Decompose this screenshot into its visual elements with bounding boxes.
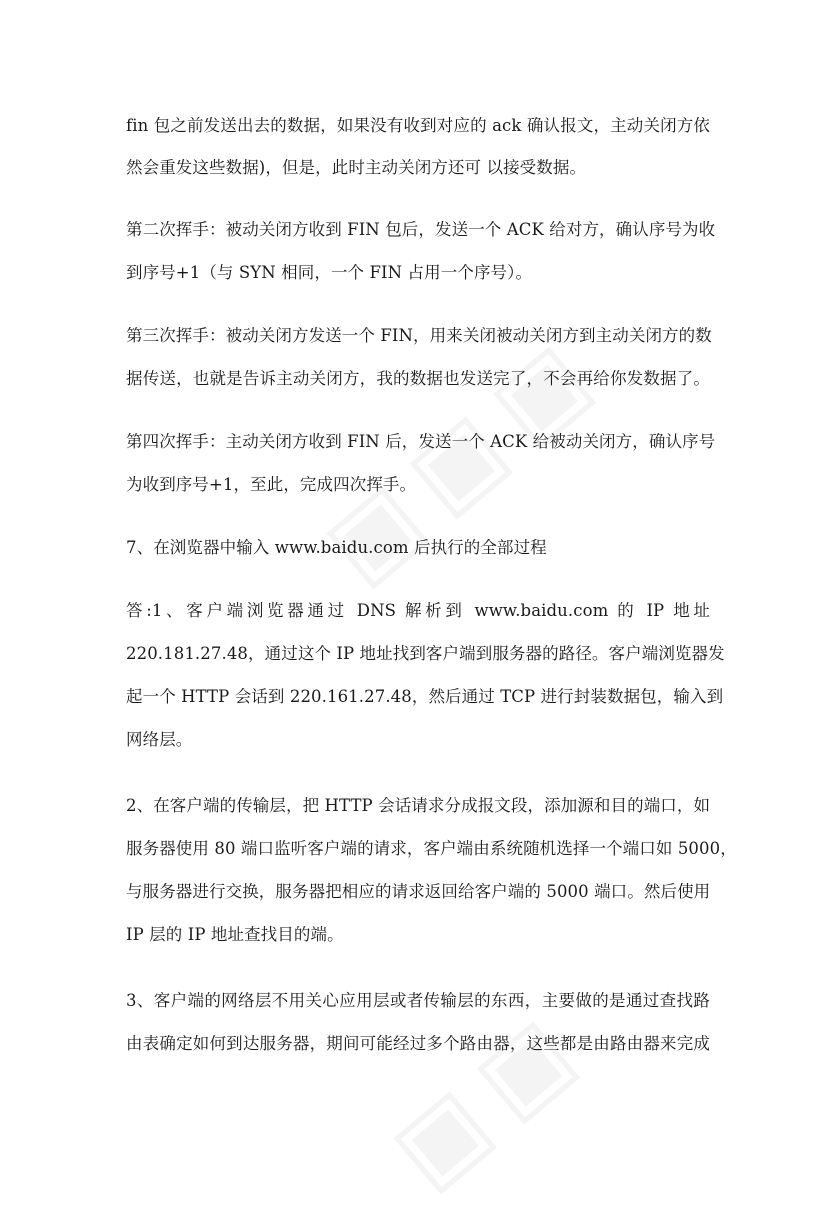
text-line: 答:1、客户端浏览器通过 DNS 解析到 www.baidu.com 的 IP 地址 [126,601,710,620]
text-line: fin 包之前发送出去的数据，如果没有收到对应的 ack 确认报文，主动关闭方依 [126,116,710,135]
text-line: 网络层。 [126,730,193,749]
section-heading: 7、在浏览器中输入 www.baidu.com 后执行的全部过程 [126,538,547,557]
text-line: 由表确定如何到达服务器，期间可能经过多个路由器，这些都是由路由器来完成 [126,1034,710,1053]
text-line: 然会重发这些数据)，但是，此时主动关闭方还可 以接受数据。 [126,158,587,177]
text-line: 第二次挥手：被动关闭方收到 FIN 包后，发送一个 ACK 给对方，确认序号为收 [126,220,716,239]
text-line: IP 层的 IP 地址查找目的端。 [126,925,344,944]
text-line: 到序号+1（与 SYN 相同，一个 FIN 占用一个序号）。 [126,263,533,282]
text-line: 服务器使用 80 端口监听客户端的请求，客户端由系统随机选择一个端口如 5000， [126,839,737,858]
text-line: 3、客户端的网络层不用关心应用层或者传输层的东西，主要做的是通过查找路 [126,991,710,1010]
text-line: 与服务器进行交换，服务器把相应的请求返回给客户端的 5000 端口。然后使用 [126,882,711,901]
text-line: 220.181.27.48，通过这个 IP 地址找到客户端到服务器的路径。客户端浏览器发 [126,644,725,663]
text-line: 2、在客户端的传输层，把 HTTP 会话请求分成报文段，添加源和目的端口，如 [126,796,711,815]
watermark [369,983,608,1209]
text-line: 据传送，也就是告诉主动关闭方，我的数据也发送完了，不会再给你发数据了。 [126,369,710,388]
text-line: 第三次挥手：被动关闭方发送一个 FIN，用来关闭被动关闭方到主动关闭方的数 [126,326,712,345]
watermark [302,308,624,603]
text-line: 起一个 HTTP 会话到 220.161.27.48，然后通过 TCP 进行封装数据包，输入到 [126,687,724,706]
text-line: 为收到序号+1，至此，完成四次挥手。 [126,475,417,494]
text-line: 第四次挥手：主动关闭方收到 FIN 后，发送一个 ACK 给被动关闭方，确认序号 [126,432,716,451]
